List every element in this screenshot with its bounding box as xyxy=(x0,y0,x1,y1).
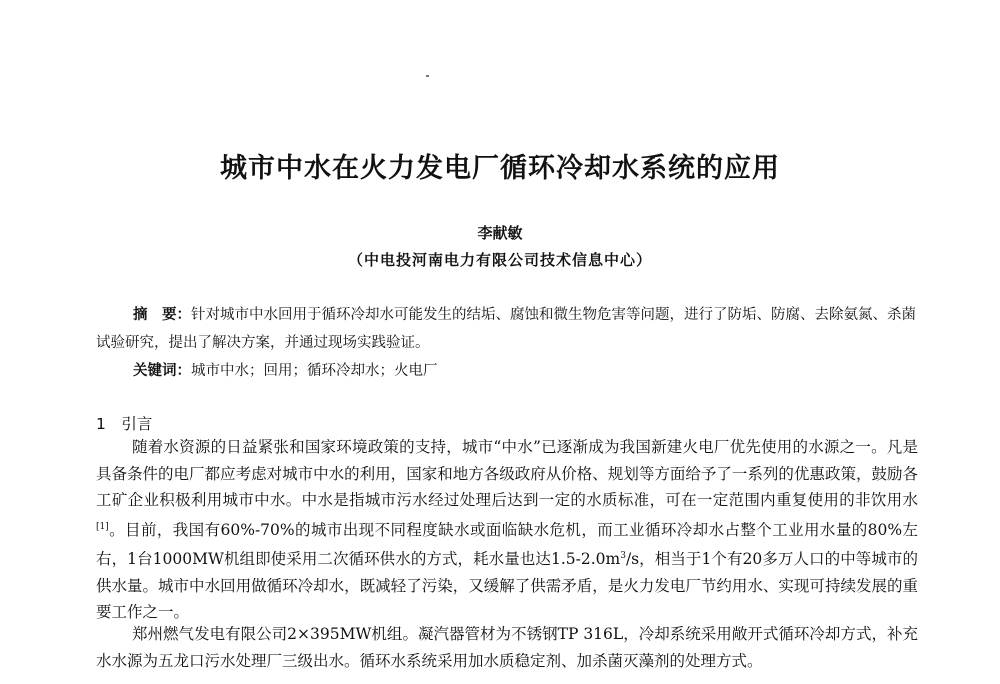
abstract-label: 摘 要： xyxy=(133,307,191,323)
intro-paragraph-1 xyxy=(96,434,918,626)
section-heading: 1 引言 xyxy=(96,415,153,433)
author-affiliation: （中电投河南电力有限公司技术信息中心） xyxy=(347,251,652,269)
scan-speck xyxy=(426,75,429,77)
paper-title: 城市中水在火力发电厂循环冷却水系统的应用 xyxy=(220,153,780,184)
intro-paragraph-2: 郑州燃气发电有限公司2×395MW机组。凝汽器管材为不锈钢TP 316L，冷却系统采用敞开式循环冷却方式，补充水水源为五龙口污水处理厂三级出水。循环水系统采用加水质稳定剂、加杀菌灭藻剂的处理方式。 xyxy=(96,625,918,670)
abstract xyxy=(96,301,918,357)
superscript: 3 xyxy=(620,551,626,562)
p1-text-a: 随着水资源的日益紧张和国家环境政策的支持，城市“中水”已逐渐成为我国新建火电厂优先使用的水源之一。凡是具备条件的电厂都应考虑对城市中水的利用，国家和地方各级政府从价格、规划等方面给予了一系列的优惠政策，鼓励各工矿企业积极利用城市中水。中水是指城市污水经过处理后达到一定的水质标准，可在一定范围内重复使用的非饮用水 xyxy=(96,438,918,509)
keywords-text: 城市中水；回用；循环冷却水；火电厂 xyxy=(191,363,438,379)
keywords xyxy=(133,357,913,385)
abstract-text: 针对城市中水回用于循环冷却水可能发生的结垢、腐蚀和微生物危害等问题，进行了防垢、防腐、去除氨氮、杀菌试验研究，提出了解决方案，并通过现场实践验证。 xyxy=(96,307,916,351)
author-name: 李献敏 xyxy=(477,224,523,242)
p1-text-b: 。目前，我国有60%-70%的城市出现不同程度缺水或面临缺水危机，而工业循环冷却水占整个工业用水量的80%左右，1台1000MW机组即使采用二次循环供水的方式，耗水量也达1.5-2.0m xyxy=(96,520,918,569)
citation-ref: [1] xyxy=(96,521,109,532)
keywords-label: 关键词： xyxy=(133,363,191,379)
p1-text-c: /s，相当于1个有20多万人口的中等城市的供水量。城市中水回用做循环冷却水，既减轻了污染，又缓解了供需矛盾，是火力发电厂节约用水、实现可持续发展的重要工作之一。 xyxy=(96,550,918,622)
